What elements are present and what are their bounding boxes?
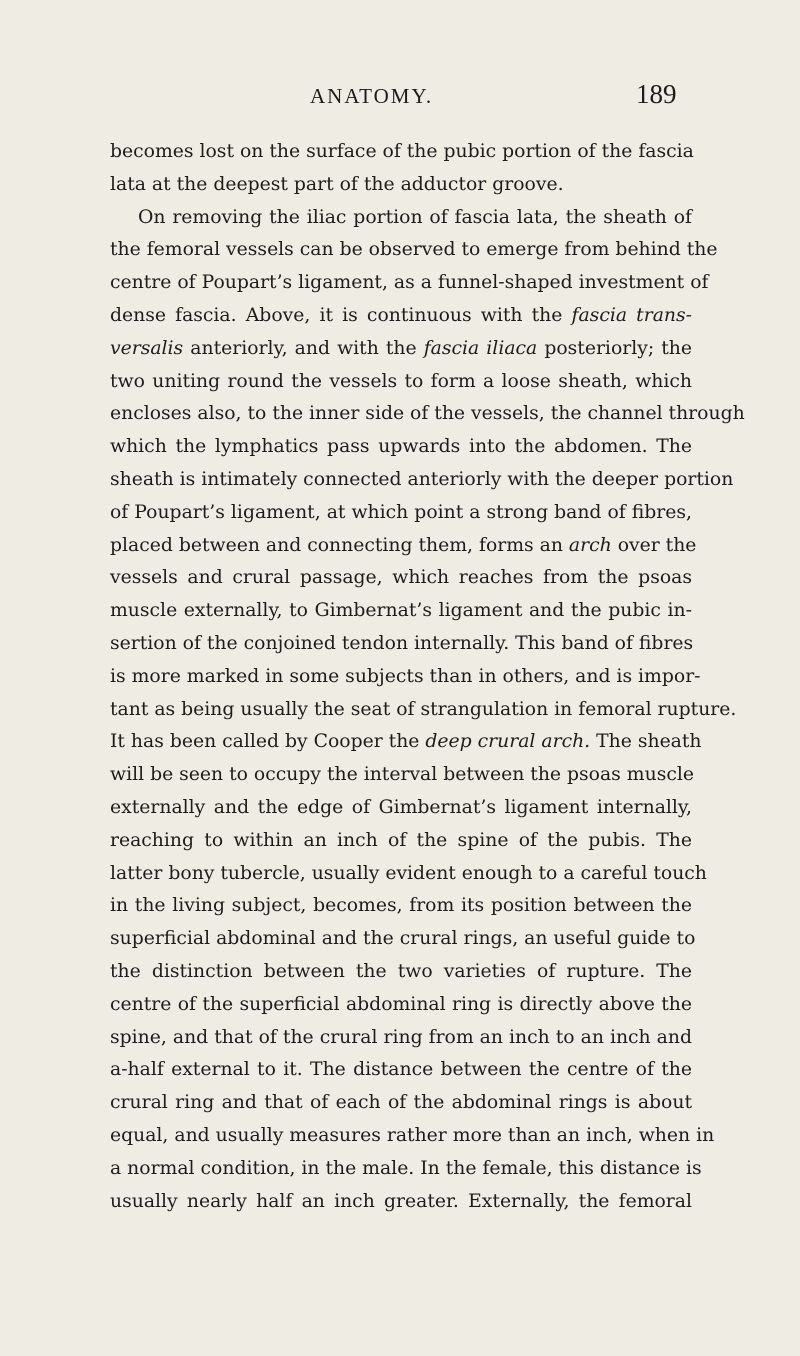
- italic-term: arch: [568, 534, 612, 556]
- text-line: centre of the superficial abdominal ring is directly above the: [110, 993, 692, 1015]
- italic-term: fascia trans-: [571, 304, 692, 326]
- text-line: in the living subject, becomes, from its position between the: [110, 895, 692, 917]
- text-line: [110, 530, 697, 563]
- text-line: usually nearly half an inch greater. Externally, the femoral: [110, 1190, 692, 1212]
- text-line: reaching to within an inch of the spine of the pubis. The: [110, 829, 692, 851]
- text-line: becomes lost on the surface of the pubic portion of the fascia: [110, 141, 694, 162]
- running-title: ANATOMY.: [310, 84, 434, 108]
- running-head: [0, 79, 800, 114]
- text-segment: over the: [611, 534, 697, 556]
- text-line: lata at the deepest part of the adductor groove.: [110, 173, 564, 195]
- text-line: sertion of the conjoined tendon internally. This band of fibres: [110, 632, 694, 654]
- italic-term: fascia iliaca: [423, 337, 538, 359]
- text-line: the distinction between the two varieties of rupture. The: [110, 960, 692, 982]
- text-line: which the lymphatics pass upwards into the abdomen. The: [110, 436, 692, 458]
- text-line: encloses also, to the inner side of the vessels, the channel through: [110, 403, 745, 425]
- text-segment: posteriorly; the: [537, 337, 693, 359]
- text-segment: anteriorly, and with the: [183, 337, 424, 359]
- text-line: externally and the edge of Gimbernat’s ligament internally,: [110, 796, 692, 818]
- text-line: will be seen to occupy the interval between the psoas muscle: [110, 764, 694, 786]
- text-line: the femoral vessels can be observed to emerge from behind the: [110, 239, 718, 261]
- text-line: a-half external to it. The distance between the centre of the: [110, 1059, 692, 1081]
- text-line: two uniting round the vessels to form a loose sheath, which: [110, 370, 692, 392]
- text-line: centre of Poupart’s ligament, as a funnel-shaped investment of: [110, 272, 709, 294]
- body-text: [110, 136, 745, 1218]
- text-line: superficial abdominal and the crural rings, an useful guide to: [110, 928, 696, 950]
- text-line: sheath is intimately connected anteriorly with the deeper portion: [110, 468, 734, 490]
- text-segment: placed between and connecting them, forms an: [110, 534, 569, 556]
- text-segment: The sheath: [590, 731, 702, 753]
- text-line: spine, and that of the crural ring from an inch to an inch and: [110, 1026, 692, 1048]
- text-line: [110, 726, 702, 759]
- text-line: a normal condition, in the male. In the female, this distance is: [110, 1157, 702, 1179]
- text-line: vessels and crural passage, which reaches from the psoas: [110, 567, 692, 589]
- text-line: of Poupart’s ligament, at which point a strong band of fibres,: [110, 501, 692, 523]
- text-line: On removing the iliac portion of fascia lata, the sheath of: [138, 206, 692, 228]
- text-segment: It has been called by Cooper the: [110, 731, 426, 753]
- text-line: tant as being usually the seat of strangulation in femoral rupture.: [110, 698, 737, 720]
- text-line: [110, 300, 692, 333]
- italic-term: versalis: [110, 337, 184, 359]
- text-line: is more marked in some subjects than in others, and is impor-: [110, 665, 701, 687]
- text-segment: dense fascia. Above, it is continuous with the: [110, 304, 572, 326]
- italic-term: deep crural arch.: [425, 731, 591, 753]
- text-line: muscle externally, to Gimbernat’s ligament and the pubic in-: [110, 600, 692, 622]
- text-line: crural ring and that of each of the abdominal rings is about: [110, 1092, 692, 1114]
- text-line: [110, 333, 692, 366]
- text-line: latter bony tubercle, usually evident enough to a careful touch: [110, 862, 707, 884]
- page-number: 189: [636, 79, 677, 109]
- text-line: equal, and usually measures rather more than an inch, when in: [110, 1124, 715, 1146]
